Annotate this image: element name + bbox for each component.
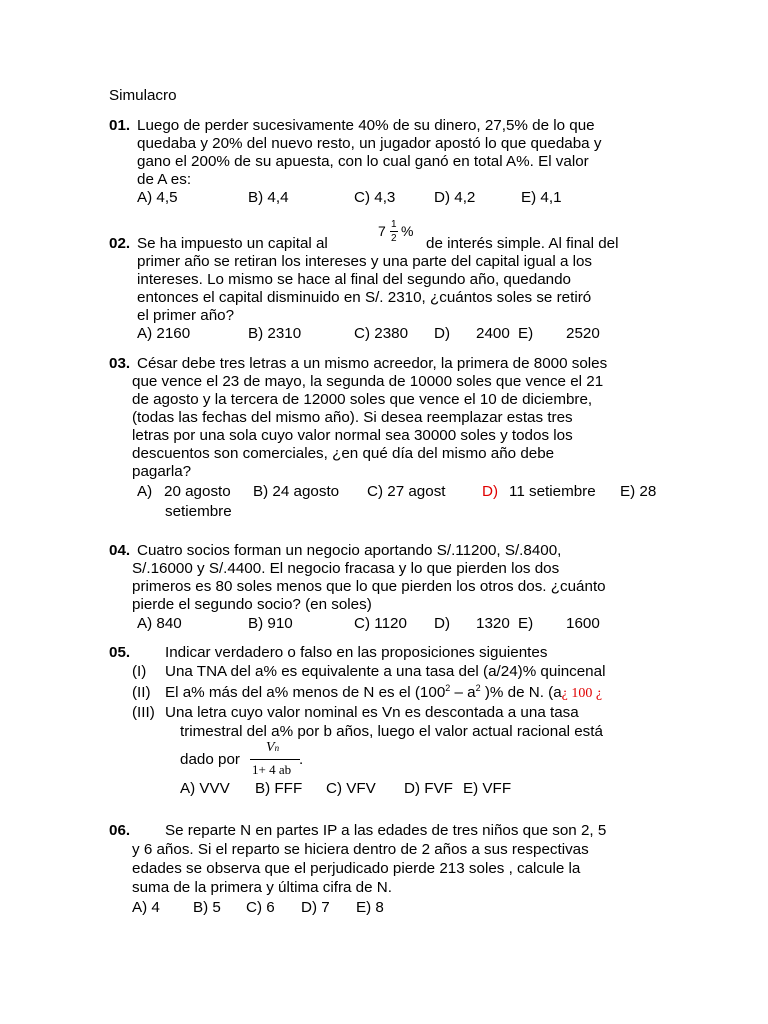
question-text-line: de A es: (137, 171, 192, 188)
question-text-line: Luego de perder sucesivamente 40% de su dinero, 27,5% de lo que (137, 117, 595, 134)
question-text-line: de interés simple. Al final del (426, 235, 619, 252)
question-text-line: primeros es 80 soles menos que lo que pierden los otros dos. ¿cuánto (132, 578, 606, 595)
option-c: C) VFV (326, 780, 376, 797)
proposition-text (165, 684, 602, 703)
question-text-line: Se reparte N en partes IP a las edades de tres niños que son 2, 5 (165, 822, 607, 839)
sentence-period: . (299, 751, 304, 768)
option-e: E) 28 (620, 483, 657, 500)
option-c: C) 1120 (354, 615, 407, 632)
fraction-denominator: 1+ 4 ab (252, 762, 292, 777)
question-text-line: entonces el capital disminuido en S/. 2310, ¿cuántos soles se retiró (137, 289, 592, 306)
option-d: D) FVF (404, 780, 453, 797)
option-b: B) 4,4 (248, 189, 289, 206)
option-e: E) (518, 615, 534, 632)
question-text-line: gano el 200% de su apuesta, con lo cual ganó en total A%. El valor (137, 153, 589, 170)
question-text-line: y 6 años. Si el reparto se hiciera dentro de 2 años a sus respectivas (132, 841, 589, 858)
option-b: B) 2310 (248, 325, 302, 342)
option-c: C) 2380 (354, 325, 409, 342)
proposition-tag: (III) (132, 704, 155, 721)
option-c: C) 27 agost (367, 483, 446, 500)
question-number: 01. (109, 117, 131, 134)
rate-fraction-bar (390, 231, 398, 232)
superscript: 2 (445, 683, 451, 693)
question-text-line: primer año se retiran los intereses y una parte del capital igual a los (137, 253, 593, 270)
proposition-text: Una letra cuyo valor nominal es Vn es descontada a una tasa (165, 704, 579, 721)
question-text-line: (todas las fechas del mismo año). Si desea reemplazar estas tres (132, 409, 573, 426)
fraction-numerator (266, 740, 279, 756)
proposition-text-part: – a (450, 684, 476, 701)
option-d-highlighted: D) (482, 483, 499, 500)
option-d-value: 11 setiembre (509, 483, 596, 500)
option-a: A) 2160 (137, 325, 191, 342)
question-number: 06. (109, 822, 131, 839)
option-c: C) 4,3 (354, 189, 396, 206)
option-c: C) 6 (246, 899, 275, 916)
question-text-line: quedaba y 20% del nuevo resto, un jugador apostó lo que quedaba y (137, 135, 602, 152)
option-a: A) VVV (180, 780, 230, 797)
superscript: 2 (475, 683, 481, 693)
option-a: A) 4,5 (137, 189, 178, 206)
option-e: E) 8 (356, 899, 384, 916)
question-text-line: de agosto y la tercera de 12000 soles que vence el 10 de diciembre, (132, 391, 593, 408)
red-annotation: ¿ 100 ¿ (561, 686, 603, 701)
rate-fraction-numerator: 1 (391, 219, 397, 230)
question-text-line: suma de la primera y última cifra de N. (132, 879, 392, 896)
question-text-line: edades se observa que el perjudicado pierde 213 soles , calcule la (132, 860, 581, 877)
proposition-tag: (II) (132, 684, 151, 701)
option-d: D) (434, 325, 451, 342)
question-text-line: intereses. Lo mismo se hace al final del segundo año, quedando (137, 271, 571, 288)
option-b: B) 24 agosto (253, 483, 340, 500)
fraction-numerator-text: V (266, 740, 275, 755)
question-text-line: letras por una sola cuyo valor normal sea 30000 soles y todos los (132, 427, 573, 444)
question-text-line: pierde el segundo socio? (en soles) (132, 596, 372, 613)
question-text-line: César debe tres letras a un mismo acreedor, la primera de 8000 soles (137, 355, 608, 372)
rate-whole: 7 (378, 223, 386, 239)
question-text-line: el primer año? (137, 307, 235, 324)
proposition-text-part: )% de N. (a (480, 684, 562, 701)
question-text-line: Cuatro socios forman un negocio aportando S/.11200, S/.8400, (137, 542, 562, 559)
page-title: Simulacro (109, 87, 177, 104)
option-e-value: 2520 (566, 325, 600, 342)
option-a-value: 20 agosto (164, 483, 231, 500)
option-a: A) 840 (137, 615, 182, 632)
question-text-line: que vence el 23 de mayo, la segunda de 10000 soles que vence el 21 (132, 373, 604, 390)
fraction-numerator-subscript: n (274, 743, 280, 753)
question-number: 04. (109, 542, 131, 559)
option-d-value: 2400 (476, 325, 510, 342)
option-b: B) 5 (193, 899, 221, 916)
option-e: E) VFF (463, 780, 512, 797)
proposition-text: Una TNA del a% es equivalente a una tasa del (a/24)% quincenal (165, 663, 606, 680)
proposition-tag: (I) (132, 663, 147, 680)
proposition-text: trimestral del a% por b años, luego el valor actual racional está (180, 723, 603, 740)
option-a: A) 4 (132, 899, 160, 916)
option-b: B) 910 (248, 615, 293, 632)
proposition-text: dado por (180, 751, 240, 768)
option-d: D) 7 (301, 899, 330, 916)
question-number: 02. (109, 235, 131, 252)
option-e-value: setiembre (165, 503, 232, 520)
fraction-bar (250, 759, 300, 760)
question-text-line: Indicar verdadero o falso en las proposiciones siguientes (165, 644, 548, 661)
question-number: 05. (109, 644, 131, 661)
option-b: B) FFF (255, 780, 303, 797)
rate-fraction-denominator: 2 (391, 233, 397, 244)
question-text-line: pagarla? (132, 463, 192, 480)
option-d: D) 4,2 (434, 189, 476, 206)
option-d-value: 1320 (476, 615, 510, 632)
question-number: 03. (109, 355, 131, 372)
rate-percent: % (401, 223, 414, 239)
option-e: E) (518, 325, 534, 342)
question-text-line: S/.16000 y S/.4400. El negocio fracasa y lo que pierden los dos (132, 560, 560, 577)
question-text-line: descuentos son comerciales, ¿en qué día del mismo año debe (132, 445, 555, 462)
option-d: D) (434, 615, 451, 632)
option-e: E) 4,1 (521, 189, 562, 206)
option-e-value: 1600 (566, 615, 600, 632)
option-a: A) (137, 483, 153, 500)
question-text-line: Se ha impuesto un capital al (137, 235, 328, 252)
proposition-text-part: El a% más del a% menos de N es el (100 (165, 684, 446, 701)
